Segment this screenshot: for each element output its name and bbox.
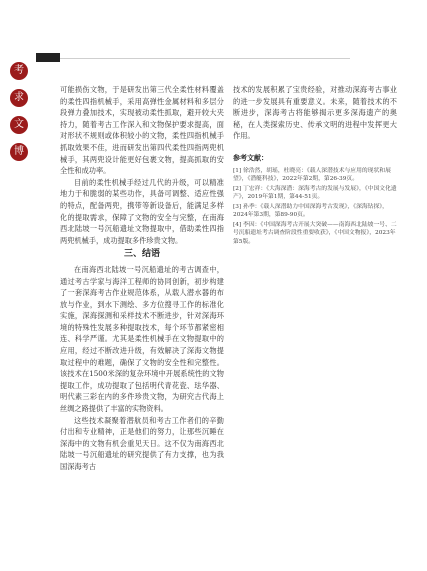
reference-item: [1] 徐浩然，胡瑶，杜晓亮：《载人深潜技术与应用的现状和展望》，《潜艇科技》，2022年第2期，第26-39页。 — [233, 167, 391, 183]
reference-item: [3] 孙季：《载人深潜助力中国深海考古发现》，《深海钻探》，2024年第3期，第89-90页。 — [233, 203, 388, 219]
body-paragraph: 目前的柔性机械手经过几代的升级，可以精准地力于和脆弱的某些功作，具备可调整、适应性强的特点，配备两兜，携带等新设备后，能满足多样化的提取需求，保障了文物的安全与完整，在南海西北陆坡一号沉船遗址文物提取中，借助柔性四指两兜机械手，成功提取多件珍贵文物。 — [60, 177, 224, 245]
references-title: 参考文献： — [233, 152, 268, 162]
body-paragraph: 可能损伤文物，于是研发出第三代全柔性材料覆盖的柔性四指机械手，采用高弹性金属材料和多层分段弹力叠加技术，实现被动柔性抓取，避开较大夹持力，随着考古工作深入和文物保护要求提高，面对形状不规则或体积较小的文物，柔性四指机械手抓取效果不佳，进而研发出第四代柔性四指两兜机械手，其两兜设计能更好包裹文物，提高抓取的安全性和成功率。 — [60, 85, 224, 176]
section-heading: 三、结语 — [123, 249, 160, 260]
body-paragraph: 在南海西北陆坡一号沉船遗址的考古调查中，通过考古学家与海洋工程师的协同创新，初步构建了一套深海考古作业规范体系，从载人潜水器的布放与作业，到水下测绘、多方位搜寻工作的标准化实施，深海探测和采样技术不断进步，针对深海环境的特殊性发展多种提取技术，每个环节都紧密相连、科学严谨。尤其是柔性机械手在文物提取中的应用，经过不断改进升级，有效解决了深海文物提取过程中的难题，确保了文物的安全性和完整性。该技术在1500米深的复杂环境中开展系统性的文物提取工作，成功提取了包括明代青花瓷、珐华器、明代素三彩在内的多件珍贵文物，为研究古代海上丝绸之路提供了丰富的实物资料。 — [60, 264, 224, 414]
reference-item: [4] 李因：《中国深海考古开展大突破——南海西北陆坡一号、二号沉船遗址考古调查阶段性重要收获》，《中国文物报》，2023年第5版。 — [233, 221, 397, 245]
left-column — [60, 84, 224, 473]
references-list — [233, 167, 397, 247]
right-column — [233, 84, 397, 247]
seal-char: 求 — [10, 89, 28, 107]
body-paragraph: 技术的发展积累了宝贵经验，对推动深海考古事业的进一步发展具有重要意义。未来，随着技术的不断进步，深海考古将能够揭示更多深海遗产的奥秘，在人类探索历史、传承文明的进程中发挥更大作用。 — [233, 85, 397, 141]
seal-char: 考 — [10, 62, 28, 80]
reference-item: [2] 丁宏祥：《大海深潜：深海考古的发展与发展》，《中国文化遗产》，2019年第1期，第44-51页。 — [233, 185, 397, 201]
seal-char: 博 — [10, 143, 28, 161]
seal-char: 文 — [10, 116, 28, 134]
column-title-seals — [10, 62, 30, 161]
header-decoration-block — [36, 53, 60, 62]
body-paragraph: 这些技术凝聚着潜航员和考古工作者们的辛勤付出和专业精神，正是他们的努力，让那些沉睡在深海中的文物有机会重见天日。这不仅为南海西北陆坡一号沉船遗址的研究提供了有力支撑，也为我国深海考古 — [60, 415, 224, 471]
header-rule — [60, 58, 350, 59]
